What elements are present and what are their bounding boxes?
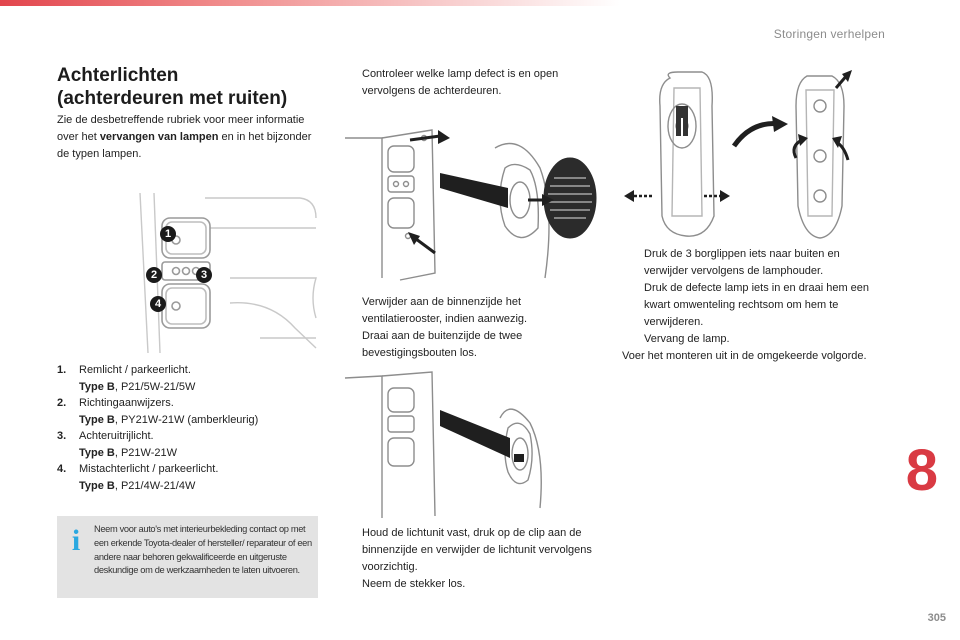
step-item: Verwijder aan de binnenzijde het ventilatierooster, indien aanwezig. — [340, 294, 595, 328]
checkbox-bullet-icon — [622, 331, 644, 348]
top-accent-bar — [0, 0, 620, 6]
legend-item: 3. Achteruitrijlicht. Type B, P21W-21W — [57, 430, 178, 459]
step-item: Houd de lichtunit vast, druk op de clip aan de binnenzijde en verwijder de lichtunit vervolgens voorzichtig. — [340, 525, 600, 576]
step-item: Druk de defecte lamp iets in en draai hem een kwart omwenteling rechtsom om hem te verwijderen. — [622, 280, 884, 331]
checkbox-bullet-icon — [340, 576, 362, 593]
checkbox-bullet-icon — [340, 66, 362, 100]
info-note-box — [57, 516, 318, 598]
callout-4: 4 — [150, 296, 166, 312]
legend-item: 1. Remlicht / parkeerlicht. Type B, P21/5W-21/5W — [57, 364, 196, 393]
checkbox-bullet-icon — [340, 525, 362, 576]
steps-open-doors — [340, 66, 595, 100]
checkbox-bullet-icon — [340, 328, 362, 362]
callout-1: 1 — [160, 226, 176, 242]
steps-remove-grille — [340, 294, 595, 362]
info-icon: i — [71, 524, 81, 557]
step-item: Draai aan de buitenzijde de twee bevestigingsbouten los. — [340, 328, 595, 362]
page-title: Achterlichten (achterdeuren met ruiten) — [57, 65, 288, 109]
section-title: Storingen verhelpen — [773, 27, 885, 41]
light-unit-clip-figure — [340, 368, 608, 520]
intro-paragraph: Zie de desbetreffende rubriek voor meer informatie over het vervangen van lampen en in het bijzonder de typen lampen. — [57, 114, 312, 160]
callout-3: 3 — [196, 267, 212, 283]
rear-light-cluster-figure — [120, 188, 320, 358]
step-item: Vervang de lamp. — [622, 331, 884, 348]
checkbox-bullet-icon — [340, 294, 362, 328]
info-note-text: Neem voor auto's met interieurbekleding contact op met een erkende Toyota-dealer of hersteller/ reparateur of een andere naar behoren gekwalificeerde en uitgeruste deskundige om de werkzaamheden te laten uitvoeren. — [94, 524, 312, 576]
steps-remove-unit — [340, 525, 600, 593]
step-item: Neem de stekker los. — [340, 576, 600, 593]
bulb-legend — [57, 362, 317, 494]
legend-item: 4. Mistachterlicht / parkeerlicht. Type B, P21/4W-21/4W — [57, 463, 219, 492]
closing-paragraph: Voer het monteren uit in de omgekeerde volgorde. — [622, 350, 867, 362]
legend-item: 2. Richtingaanwijzers. Type B, PY21W-21W (amberkleurig) — [57, 397, 259, 426]
step-item: Controleer welke lamp defect is en open vervolgens de achterdeuren. — [340, 66, 595, 100]
lamp-holder-figure — [622, 66, 874, 246]
door-panel-figure — [340, 108, 608, 286]
checkbox-bullet-icon — [622, 246, 644, 280]
page-number: 305 — [927, 612, 946, 624]
steps-replace-lamp — [622, 246, 884, 365]
intro-bold-term: vervangen van lampen — [99, 131, 219, 143]
callout-2: 2 — [146, 267, 162, 283]
chapter-number: 8 — [905, 438, 938, 503]
checkbox-bullet-icon — [622, 280, 644, 331]
step-item: Druk de 3 borglippen iets naar buiten en verwijder vervolgens de lamphouder. — [622, 246, 884, 280]
